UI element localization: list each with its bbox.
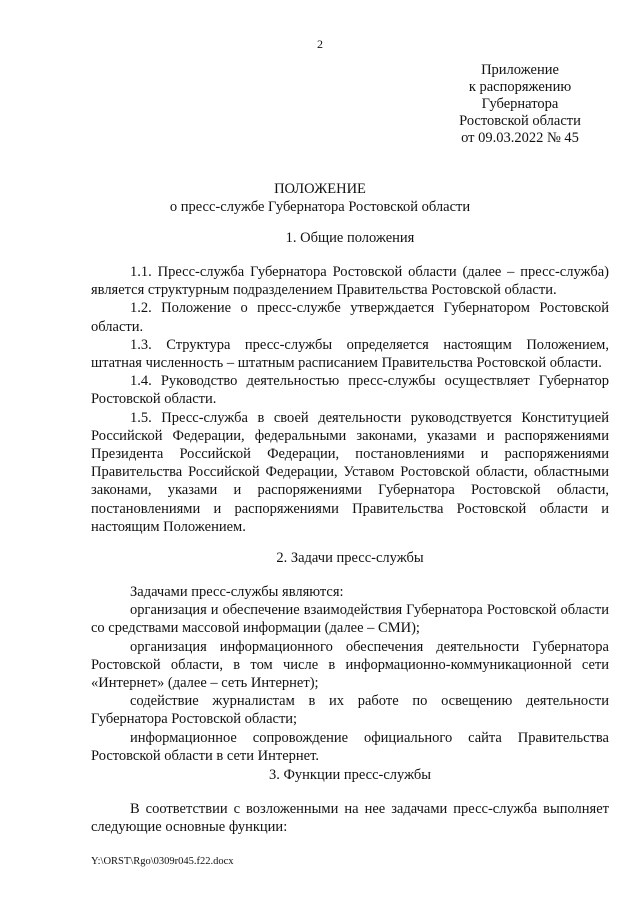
- document-title-block: [0, 180, 640, 216]
- paragraph: 1.4. Руководство деятельностью пресс-службы осуществляет Губернатор Ростовской области.: [91, 373, 609, 408]
- paragraph: Задачами пресс-службы являются:: [130, 584, 344, 600]
- appendix-line: Ростовской области: [459, 113, 581, 129]
- appendix-block: [440, 62, 600, 147]
- page-number: 2: [317, 37, 323, 51]
- document-subtitle: о пресс-службе Губернатора Ростовской области: [169, 199, 471, 215]
- section-heading: 3. Функции пресс-службы: [268, 767, 432, 783]
- appendix-line: Губернатора: [481, 96, 559, 112]
- paragraph: 1.3. Структура пресс-службы определяется настоящим Положением, штатная численность – штатным расписанием Правительства Ростовской области.: [91, 336, 609, 372]
- section-body: [91, 263, 609, 536]
- appendix-line: от 09.03.2022 № 45: [461, 130, 579, 146]
- paragraph: организация информационного обеспечения деятельности Губернатора Ростовской области, в том числе в информационно-коммуникационной сети «Интернет» (далее – сеть Интернет);: [91, 638, 609, 692]
- section-body: [91, 800, 609, 836]
- appendix-line: к распоряжению: [468, 79, 572, 95]
- paragraph: 1.2. Положение о пресс-службе утверждается Губернатором Ростовской области.: [91, 300, 609, 335]
- section-heading: 2. Задачи пресс-службы: [276, 550, 424, 566]
- paragraph: 1.5. Пресс-служба в своей деятельности руководствуется Конституцией Российской Федерации, федеральными законами, указами и распоряжениями Президента Российской Федерации, постановлениями и распоряжениями Правительства Российской Федерации, Уставом Ростовской области, областными законами, указами и распоряжениями Губернатора Ростовской области, постановлениями и распоряжениями Правительства Ростовской области и настоящим Положением.: [91, 409, 609, 535]
- paragraph: информационное сопровождение официального сайта Правительства Ростовской области в сети Интернет.: [91, 729, 609, 764]
- paragraph: В соответствии с возложенными на нее задачами пресс-служба выполняет следующие основные функции:: [91, 801, 609, 836]
- paragraph: организация и обеспечение взаимодействия Губернатора Ростовской области со средствами массовой информации (далее – СМИ);: [91, 602, 609, 637]
- appendix-line: Приложение: [481, 62, 559, 78]
- paragraph: содействие журналистам в их работе по освещению деятельности Губернатора Ростовской области;: [91, 693, 609, 728]
- document-title: ПОЛОЖЕНИЕ: [274, 181, 366, 197]
- paragraph: 1.1. Пресс-служба Губернатора Ростовской области (далее – пресс-служба) является структурным подразделением Правительства Ростовской области.: [91, 264, 609, 299]
- section-heading: 1. Общие положения: [285, 230, 415, 246]
- section-body: [91, 583, 609, 765]
- file-path-footer: Y:\ORST\Rgo\0309r045.f22.docx: [91, 856, 234, 867]
